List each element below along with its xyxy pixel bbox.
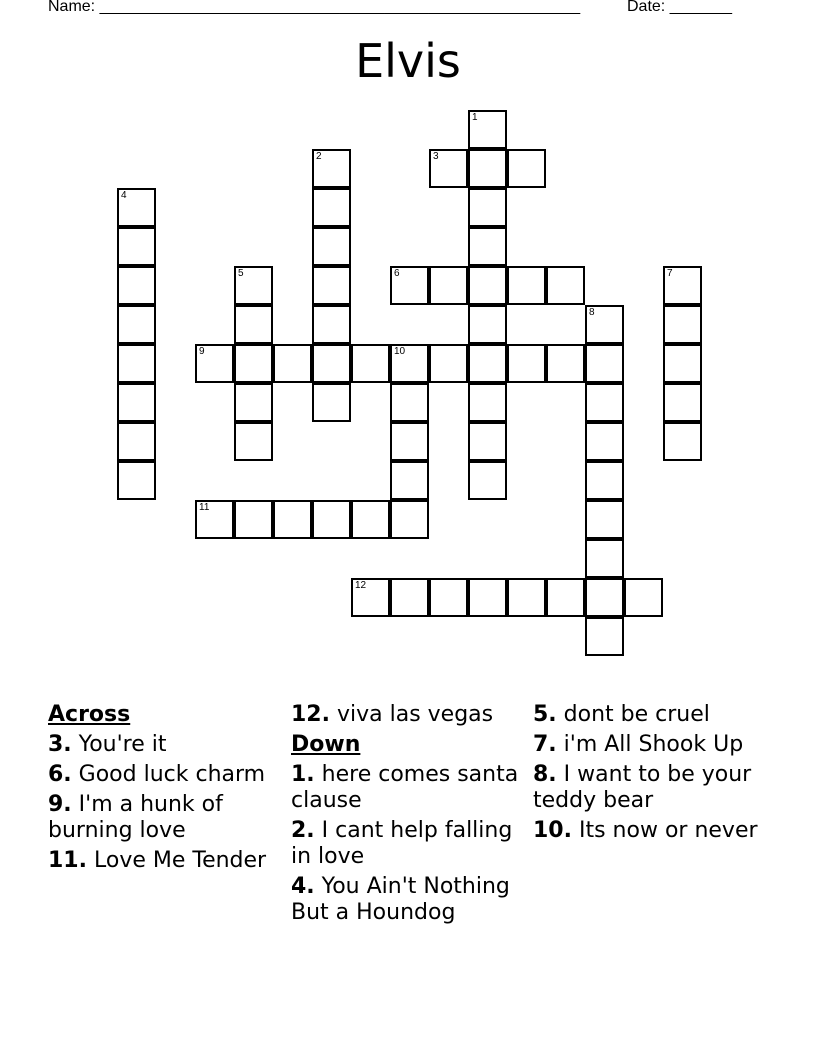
date-field-label[interactable]: Date: _______	[627, 0, 732, 15]
crossword-cell[interactable]	[312, 305, 351, 344]
crossword-cell[interactable]	[468, 305, 507, 344]
crossword-cell[interactable]	[390, 383, 429, 422]
crossword-cell[interactable]	[117, 305, 156, 344]
clue-across-11	[48, 848, 283, 874]
crossword-cell[interactable]	[468, 578, 507, 617]
crossword-cell[interactable]	[546, 266, 585, 305]
crossword-cell[interactable]	[585, 461, 624, 500]
clue-text: dont be cruel	[563, 702, 710, 727]
crossword-cell[interactable]	[195, 344, 234, 383]
crossword-cell[interactable]	[468, 461, 507, 500]
crossword-cell[interactable]	[585, 578, 624, 617]
clue-down-8	[533, 762, 768, 814]
crossword-cell[interactable]	[585, 539, 624, 578]
crossword-cell[interactable]	[312, 149, 351, 188]
clue-number: 10.	[533, 818, 572, 843]
clue-number: 4.	[291, 874, 315, 899]
clue-across-6	[48, 762, 283, 788]
cell-number: 5	[238, 268, 244, 279]
crossword-cell[interactable]	[312, 227, 351, 266]
crossword-cell[interactable]	[390, 461, 429, 500]
clue-text: Good luck charm	[78, 762, 266, 787]
cell-number: 8	[589, 307, 595, 318]
across-heading: Across	[48, 702, 131, 727]
crossword-cell[interactable]	[390, 344, 429, 383]
crossword-cell[interactable]	[585, 500, 624, 539]
crossword-cell[interactable]	[390, 578, 429, 617]
clue-down-7	[533, 732, 768, 758]
clue-number: 3.	[48, 732, 72, 757]
clue-text: You're it	[78, 732, 167, 757]
crossword-cell[interactable]	[234, 266, 273, 305]
clue-across-9	[48, 792, 283, 844]
crossword-cell[interactable]	[468, 383, 507, 422]
crossword-cell[interactable]	[312, 188, 351, 227]
clue-across-3	[48, 732, 283, 758]
clue-number: 11.	[48, 848, 87, 873]
crossword-cell[interactable]	[117, 422, 156, 461]
cell-number: 9	[199, 346, 205, 357]
cell-number: 3	[433, 151, 439, 162]
clues-column-2	[291, 702, 526, 930]
cell-number: 12	[355, 580, 367, 591]
clue-number: 8.	[533, 762, 557, 787]
crossword-cell[interactable]	[390, 500, 429, 539]
crossword-cell[interactable]	[429, 344, 468, 383]
crossword-cell[interactable]	[117, 266, 156, 305]
clue-across-12	[291, 702, 526, 728]
clue-down-5	[533, 702, 768, 728]
cell-number: 7	[667, 268, 673, 279]
clue-down-4	[291, 874, 526, 926]
clue-text: I cant help falling in love	[291, 818, 513, 869]
clues-column-1	[48, 702, 283, 878]
page-title: Elvis	[355, 34, 461, 88]
crossword-cell[interactable]	[507, 578, 546, 617]
crossword-cell[interactable]	[468, 149, 507, 188]
clue-text: Love Me Tender	[93, 848, 267, 873]
crossword-cell[interactable]	[234, 500, 273, 539]
crossword-cell[interactable]	[273, 344, 312, 383]
crossword-cell[interactable]	[468, 266, 507, 305]
crossword-cell[interactable]	[429, 149, 468, 188]
crossword-cell[interactable]	[312, 500, 351, 539]
crossword-cell[interactable]	[117, 461, 156, 500]
clue-text: Its now or never	[578, 818, 758, 843]
down-heading: Down	[291, 732, 361, 757]
crossword-cell[interactable]	[507, 149, 546, 188]
clue-text: You Ain't Nothing But a Houndog	[291, 874, 510, 925]
crossword-cell[interactable]	[351, 344, 390, 383]
crossword-cell[interactable]	[468, 110, 507, 149]
crossword-cell[interactable]	[585, 617, 624, 656]
cell-number: 2	[316, 151, 322, 162]
crossword-cell[interactable]	[234, 383, 273, 422]
crossword-cell[interactable]	[468, 227, 507, 266]
cell-number: 4	[121, 190, 127, 201]
clue-text: I want to be your teddy bear	[533, 762, 752, 813]
crossword-cell[interactable]	[663, 344, 702, 383]
clue-down-10	[533, 818, 768, 844]
crossword-cell[interactable]	[585, 383, 624, 422]
cell-number: 6	[394, 268, 400, 279]
crossword-cell[interactable]	[507, 266, 546, 305]
clue-number: 6.	[48, 762, 72, 787]
clues-column-3	[533, 702, 768, 848]
clue-number: 9.	[48, 792, 72, 817]
clue-number: 5.	[533, 702, 557, 727]
clue-text: viva las vegas	[336, 702, 494, 727]
crossword-cell[interactable]	[195, 500, 234, 539]
crossword-cell[interactable]	[468, 188, 507, 227]
cell-number: 1	[472, 112, 478, 123]
crossword-cell[interactable]	[585, 422, 624, 461]
crossword-cell[interactable]	[351, 500, 390, 539]
crossword-cell[interactable]	[234, 422, 273, 461]
clue-text: i'm All Shook Up	[563, 732, 744, 757]
crossword-cell[interactable]	[585, 305, 624, 344]
crossword-cell[interactable]	[663, 305, 702, 344]
crossword-cell[interactable]	[585, 344, 624, 383]
clue-number: 12.	[291, 702, 330, 727]
cell-number: 10	[394, 346, 406, 357]
crossword-cell[interactable]	[429, 578, 468, 617]
clue-down-1	[291, 762, 526, 814]
name-field-label[interactable]: Name: ______________________________________________________	[48, 0, 581, 15]
crossword-cell[interactable]	[429, 266, 468, 305]
crossword-cell[interactable]	[546, 578, 585, 617]
crossword-cell[interactable]	[312, 383, 351, 422]
clue-number: 7.	[533, 732, 557, 757]
clue-number: 1.	[291, 762, 315, 787]
crossword-cell[interactable]	[468, 344, 507, 383]
clue-down-2	[291, 818, 526, 870]
crossword-cell[interactable]	[312, 266, 351, 305]
crossword-cell[interactable]	[273, 500, 312, 539]
crossword-cell[interactable]	[624, 578, 663, 617]
crossword-cell[interactable]	[117, 344, 156, 383]
crossword-cell[interactable]	[312, 344, 351, 383]
crossword-cell[interactable]	[234, 305, 273, 344]
crossword-cell[interactable]	[351, 578, 390, 617]
crossword-cell[interactable]	[117, 383, 156, 422]
crossword-cell[interactable]	[663, 422, 702, 461]
crossword-cell[interactable]	[546, 344, 585, 383]
crossword-cell[interactable]	[117, 188, 156, 227]
crossword-cell[interactable]	[390, 266, 429, 305]
crossword-cell[interactable]	[234, 344, 273, 383]
clue-text: here comes santa clause	[291, 762, 519, 813]
crossword-cell[interactable]	[663, 266, 702, 305]
clue-number: 2.	[291, 818, 315, 843]
crossword-cell[interactable]	[390, 422, 429, 461]
crossword-cell[interactable]	[468, 422, 507, 461]
crossword-cell[interactable]	[663, 383, 702, 422]
cell-number: 11	[199, 502, 210, 513]
crossword-cell[interactable]	[507, 344, 546, 383]
clue-text: I'm a hunk of burning love	[48, 792, 223, 843]
crossword-cell[interactable]	[117, 227, 156, 266]
